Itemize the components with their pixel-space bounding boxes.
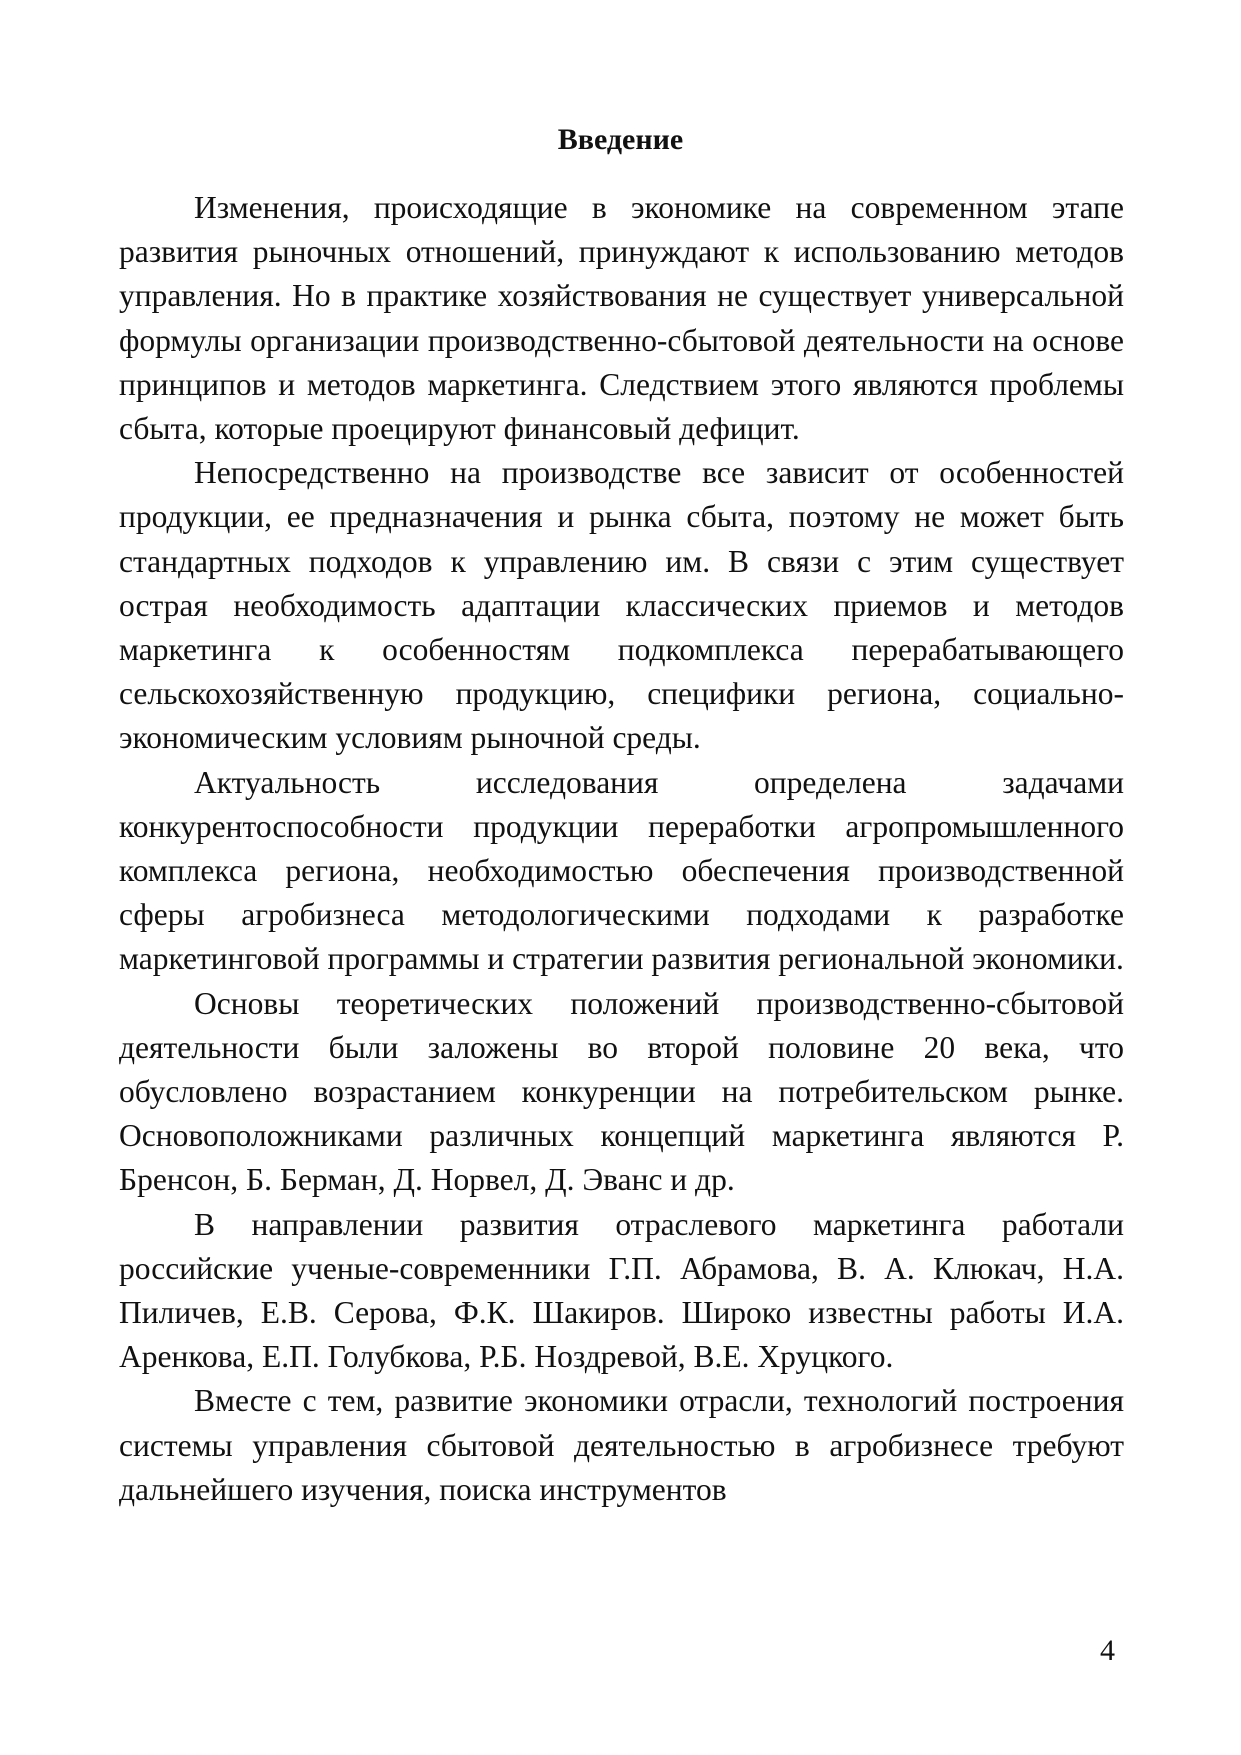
body-text <box>119 186 1124 1512</box>
paragraph: В направлении развития отраслевого маркетинга работали российские ученые-современники Г.П. Абрамова, В. А. Клюкач, Н.А. Пиличев, Е.В. Серова, Ф.К. Шакиров. Широко известны работы И.А. Аренкова, Е.П. Голубкова, Р.Б. Ноздревой, В.Е. Хруцкого. <box>119 1206 1124 1375</box>
paragraph: Изменения, происходящие в экономике на современном этапе развития рыночных отношений, принуждают к использованию методов управления. Но в практике хозяйствования не существует универсальной формулы организации производственно-сбытовой деятельности на основе принципов и методов маркетинга. Следствием этого являются проблемы сбыта, которые проецируют финансовый дефицит. <box>119 190 1124 447</box>
paragraph: Непосредственно на производстве все зависит от особенностей продукции, ее предназначения и рынка сбыта, поэтому не может быть стандартных подходов к управлению им. В связи с этим существует острая необходимость адаптации классических приемов и методов маркетинга к особенностям подкомплекса перерабатывающего сельскохозяйственную продукцию, специфики региона, социально-экономическим условиям рыночной среды. <box>119 455 1124 756</box>
page-number: 4 <box>1100 1634 1115 1667</box>
paragraph: Основы теоретических положений производственно-сбытовой деятельности были заложены во второй половине 20 века, что обусловлено возрастанием конкуренции на потребительском рынке. Основоположниками различных концепций маркетинга являются Р. Бренсон, Б. Берман, Д. Норвел, Д. Эванс и др. <box>119 985 1124 1198</box>
paragraph: Актуальность исследования определена задачами конкурентоспособности продукции переработки агропромышленного комплекса региона, необходимостью обеспечения производственной сферы агробизнеса методологическими подходами к разработке маркетинговой программы и стратегии развития региональной экономики. <box>119 764 1124 977</box>
paragraph: Вместе с тем, развитие экономики отрасли, технологий построения системы управления сбытовой деятельностью в агробизнесе требуют дальнейшего изучения, поиска инструментов <box>119 1383 1124 1507</box>
section-title: Введение <box>557 123 684 156</box>
